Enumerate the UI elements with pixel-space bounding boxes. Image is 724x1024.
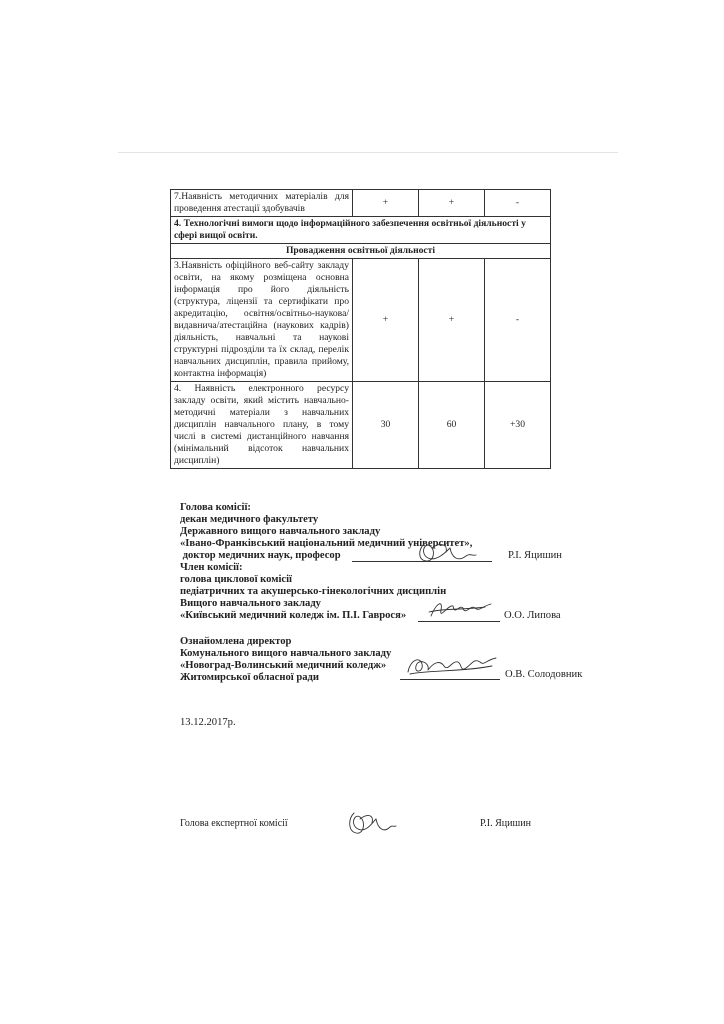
table-row (171, 259, 551, 382)
requirements-table (170, 189, 551, 469)
acknowledged-block (180, 636, 391, 684)
acknowledged-heading: Ознайомлена директор (180, 636, 292, 647)
expert-chair-name: Р.І. Яцишин (480, 818, 531, 829)
acknowledged-institution-name: «Новоград-Волинський медичний коледж» (180, 660, 387, 671)
member-department: педіатричних та акушерсько-гінекологічних дисциплін (180, 586, 447, 597)
row-description: 3.Наявність офіційного веб-сайту закладу освіти, на якому розміщена основна інформація про його діяльність (структура, ліцензії та сертифікати про акредитацію, освітня/освітньо-наукова/ видавнича/атестаційна (наукових кадрів) діяльність, навчальні та наукові структурні підрозділи та їх склад, перелік навчальних дисциплін, правила прийому, контактна інформація) (171, 259, 353, 382)
member-heading: Член комісії: (180, 562, 243, 573)
value-cell: 30 (353, 382, 419, 469)
expert-chair-signature (342, 805, 398, 839)
value-cell: 60 (419, 382, 485, 469)
expert-commission-label: Голова експертної комісії (180, 818, 288, 829)
row-description: 7.Наявність методичних матеріалів для проведення атестації здобувачів (171, 190, 353, 217)
acknowledged-council: Житомирської обласної ради (180, 672, 320, 683)
value-cell: - (485, 190, 551, 217)
member-institution-name: «Київський медичний коледж ім. П.І. Гаврося» (180, 610, 407, 621)
member-position: голова циклової комісії (180, 574, 292, 585)
acknowledged-institution: Комунального вищого навчального закладу (180, 648, 392, 659)
chair-institution-name: «Івано-Франківський національний медичний університет», (180, 538, 473, 549)
section-heading: 4. Технологічні вимоги щодо інформаційного забезпечення освітньої діяльності у сфері вищої освіти. (171, 217, 551, 244)
value-cell: + (353, 190, 419, 217)
subsection-heading: Провадження освітньої діяльності (171, 244, 551, 259)
director-name: О.В. Солодовник (505, 669, 583, 680)
value-cell: + (419, 259, 485, 382)
chair-heading: Голова комісії: (180, 502, 251, 513)
subsection-row (171, 244, 551, 259)
value-cell: - (485, 259, 551, 382)
chair-position: декан медичного факультету (180, 514, 319, 525)
member-institution: Вищого навчального закладу (180, 598, 321, 609)
table-row (171, 190, 551, 217)
document-date: 13.12.2017р. (180, 717, 236, 728)
chair-institution: Державного вищого навчального закладу (180, 526, 381, 537)
scan-edge (118, 152, 618, 153)
value-cell: + (419, 190, 485, 217)
member-name: О.О. Липова (504, 610, 561, 621)
commission-member-block (180, 562, 446, 622)
value-cell: +30 (485, 382, 551, 469)
chair-name: Р.І. Яцишин (508, 550, 562, 561)
row-description: 4. Наявність електронного ресурсу закладу освіти, який містить навчально-методичні матеріали з навчальних дисциплін навчального плану, в тому числі в системі дистанційного навчання (мінімальний відсоток навчальних дисциплін) (171, 382, 353, 469)
table-row (171, 382, 551, 469)
value-cell: + (353, 259, 419, 382)
director-signature (400, 652, 504, 682)
chair-degree: доктор медичних наук, професор (180, 550, 341, 561)
section-row (171, 217, 551, 244)
member-signature (425, 596, 495, 624)
